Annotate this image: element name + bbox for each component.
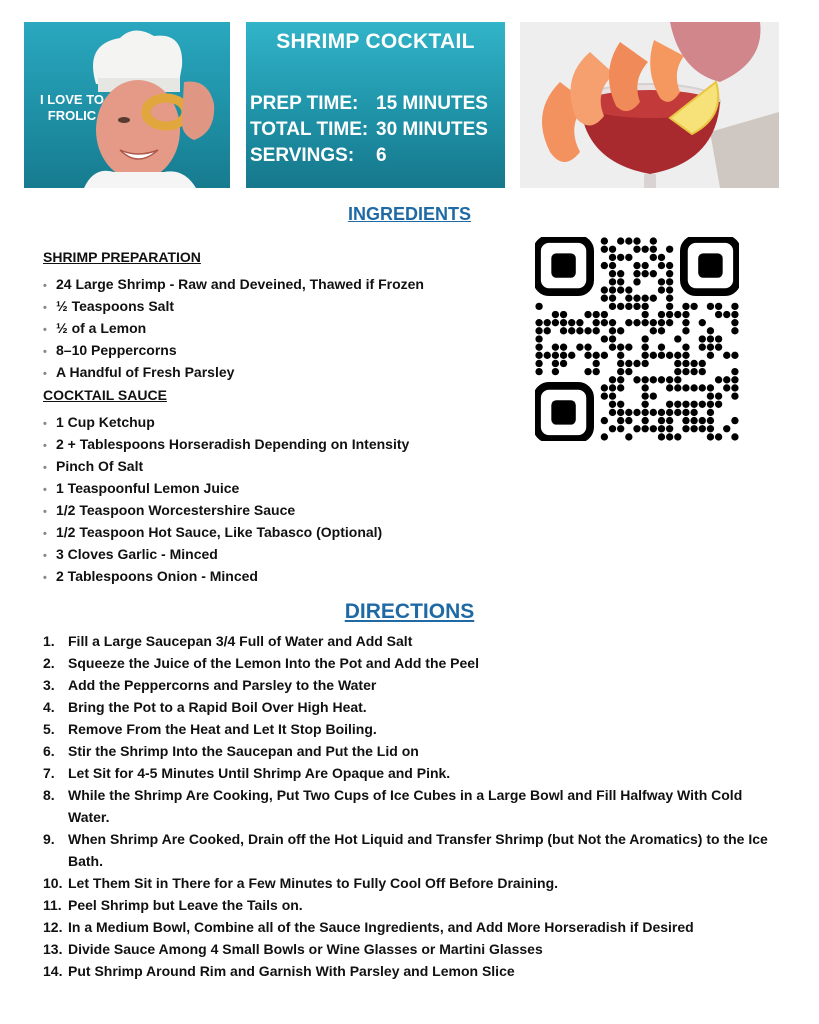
step-number: 6. (43, 743, 55, 759)
step-number: 4. (43, 699, 55, 715)
cocktail-sauce-heading: COCKTAIL SAUCE (43, 387, 167, 403)
direction-step (43, 960, 783, 982)
step-number: 5. (43, 721, 55, 737)
step-number: 12. (43, 919, 63, 935)
bullet-icon: • (43, 280, 47, 292)
list-item: • 1 Cup Ketchup (43, 411, 409, 433)
chef-photo (24, 22, 230, 188)
direction-step (43, 872, 783, 894)
servings-value: 6 (376, 145, 387, 166)
direction-step (43, 762, 783, 784)
cocktail-sauce-list (43, 411, 409, 587)
shrimp-preparation-heading: SHRIMP PREPARATION (43, 249, 201, 265)
direction-step (43, 784, 783, 828)
direction-step (43, 894, 783, 916)
step-number: 8. (43, 787, 55, 803)
direction-step (43, 718, 783, 740)
list-item: • 2 + Tablespoons Horseradish Depending on Intensity (43, 433, 409, 455)
direction-step (43, 916, 783, 938)
total-time-label: TOTAL TIME: (250, 119, 369, 140)
step-text: Stir the Shrimp Into the Saucepan and Put the Lid on (68, 743, 419, 759)
list-item: • 2 Tablespoons Onion - Minced (43, 565, 409, 587)
step-text: Remove From the Heat and Let It Stop Boiling. (68, 721, 377, 737)
step-number: 9. (43, 831, 55, 847)
step-text: Put Shrimp Around Rim and Garnish With Parsley and Lemon Slice (68, 963, 515, 979)
shrimp-cocktail-photo (520, 22, 779, 188)
bullet-icon: • (43, 528, 47, 540)
step-text: Peel Shrimp but Leave the Tails on. (68, 897, 303, 913)
list-item: • ½ of a Lemon (43, 317, 424, 339)
list-item: • 1/2 Teaspoon Hot Sauce, Like Tabasco (Optional) (43, 521, 409, 543)
qr-code[interactable] (535, 237, 739, 441)
step-number: 7. (43, 765, 55, 781)
ingredients-heading: INGREDIENTS (347, 204, 471, 224)
prep-time-label: PREP TIME: (250, 93, 359, 114)
recipe-title: SHRIMP COCKTAIL (276, 30, 475, 53)
bullet-icon: • (43, 324, 47, 336)
direction-step (43, 674, 783, 696)
directions-list (43, 630, 783, 982)
list-item: • 1 Teaspoonful Lemon Juice (43, 477, 409, 499)
bullet-icon: • (43, 484, 47, 496)
step-number: 11. (43, 897, 62, 913)
step-text: Fill a Large Saucepan 3/4 Full of Water and Add Salt (68, 633, 413, 649)
step-number: 14. (43, 963, 63, 979)
direction-step (43, 740, 783, 762)
step-number: 2. (43, 655, 55, 671)
bullet-icon: • (43, 572, 47, 584)
bullet-icon: • (43, 418, 47, 430)
list-item: • 24 Large Shrimp - Raw and Deveined, Thawed if Frozen (43, 273, 424, 295)
step-number: 3. (43, 677, 55, 693)
step-text: Add the Peppercorns and Parsley to the Water (68, 677, 377, 693)
direction-step (43, 630, 783, 652)
list-item: • Pinch Of Salt (43, 455, 409, 477)
total-time-row (250, 119, 488, 141)
bullet-icon: • (43, 302, 47, 314)
step-text: When Shrimp Are Cooked, Drain off the Hot Liquid and Transfer Shrimp (but Not the Aromatics) to the Ice Bath. (68, 831, 768, 869)
list-item: • A Handful of Fresh Parsley (43, 361, 424, 383)
prep-time-row (250, 93, 488, 115)
list-item: • ½ Teaspoons Salt (43, 295, 424, 317)
bullet-icon: • (43, 506, 47, 518)
list-item: • 3 Cloves Garlic - Minced (43, 543, 409, 565)
step-number: 13. (43, 941, 63, 957)
servings-label: SERVINGS: (250, 145, 355, 166)
bullet-icon: • (43, 440, 47, 452)
bullet-icon: • (43, 368, 47, 380)
prep-time-value: 15 MINUTES (376, 93, 488, 114)
step-text: Let Them Sit in There for a Few Minutes to Fully Cool Off Before Draining. (68, 875, 559, 891)
directions-heading: DIRECTIONS (344, 600, 475, 623)
recipe-title-panel (246, 22, 505, 188)
step-number: 1. (43, 633, 55, 649)
step-number: 10. (43, 875, 63, 891)
direction-step (43, 696, 783, 718)
bullet-icon: • (43, 346, 47, 358)
step-text: While the Shrimp Are Cooking, Put Two Cups of Ice Cubes in a Large Bowl and Fill Halfway With Cold Water. (68, 787, 743, 825)
total-time-value: 30 MINUTES (376, 119, 488, 140)
shrimp-cocktail-illustration (520, 22, 779, 188)
direction-step (43, 938, 783, 960)
bullet-icon: • (43, 462, 47, 474)
step-text: Squeeze the Juice of the Lemon Into the Pot and Add the Peel (68, 655, 479, 671)
list-item: • 8–10 Peppercorns (43, 339, 424, 361)
step-text: Bring the Pot to a Rapid Boil Over High Heat. (68, 699, 367, 715)
shrimp-preparation-list (43, 273, 424, 383)
direction-step (43, 652, 783, 674)
bullet-icon: • (43, 550, 47, 562)
direction-step (43, 828, 783, 872)
chef-photo-caption: I LOVE TO FROLIC (39, 92, 105, 123)
step-text: Let Sit for 4-5 Minutes Until Shrimp Are Opaque and Pink. (68, 765, 451, 781)
servings-row (250, 145, 387, 167)
list-item: • 1/2 Teaspoon Worcestershire Sauce (43, 499, 409, 521)
step-text: Divide Sauce Among 4 Small Bowls or Wine Glasses or Martini Glasses (68, 941, 543, 957)
step-text: In a Medium Bowl, Combine all of the Sauce Ingredients, and Add More Horseradish if Desired (68, 919, 694, 935)
